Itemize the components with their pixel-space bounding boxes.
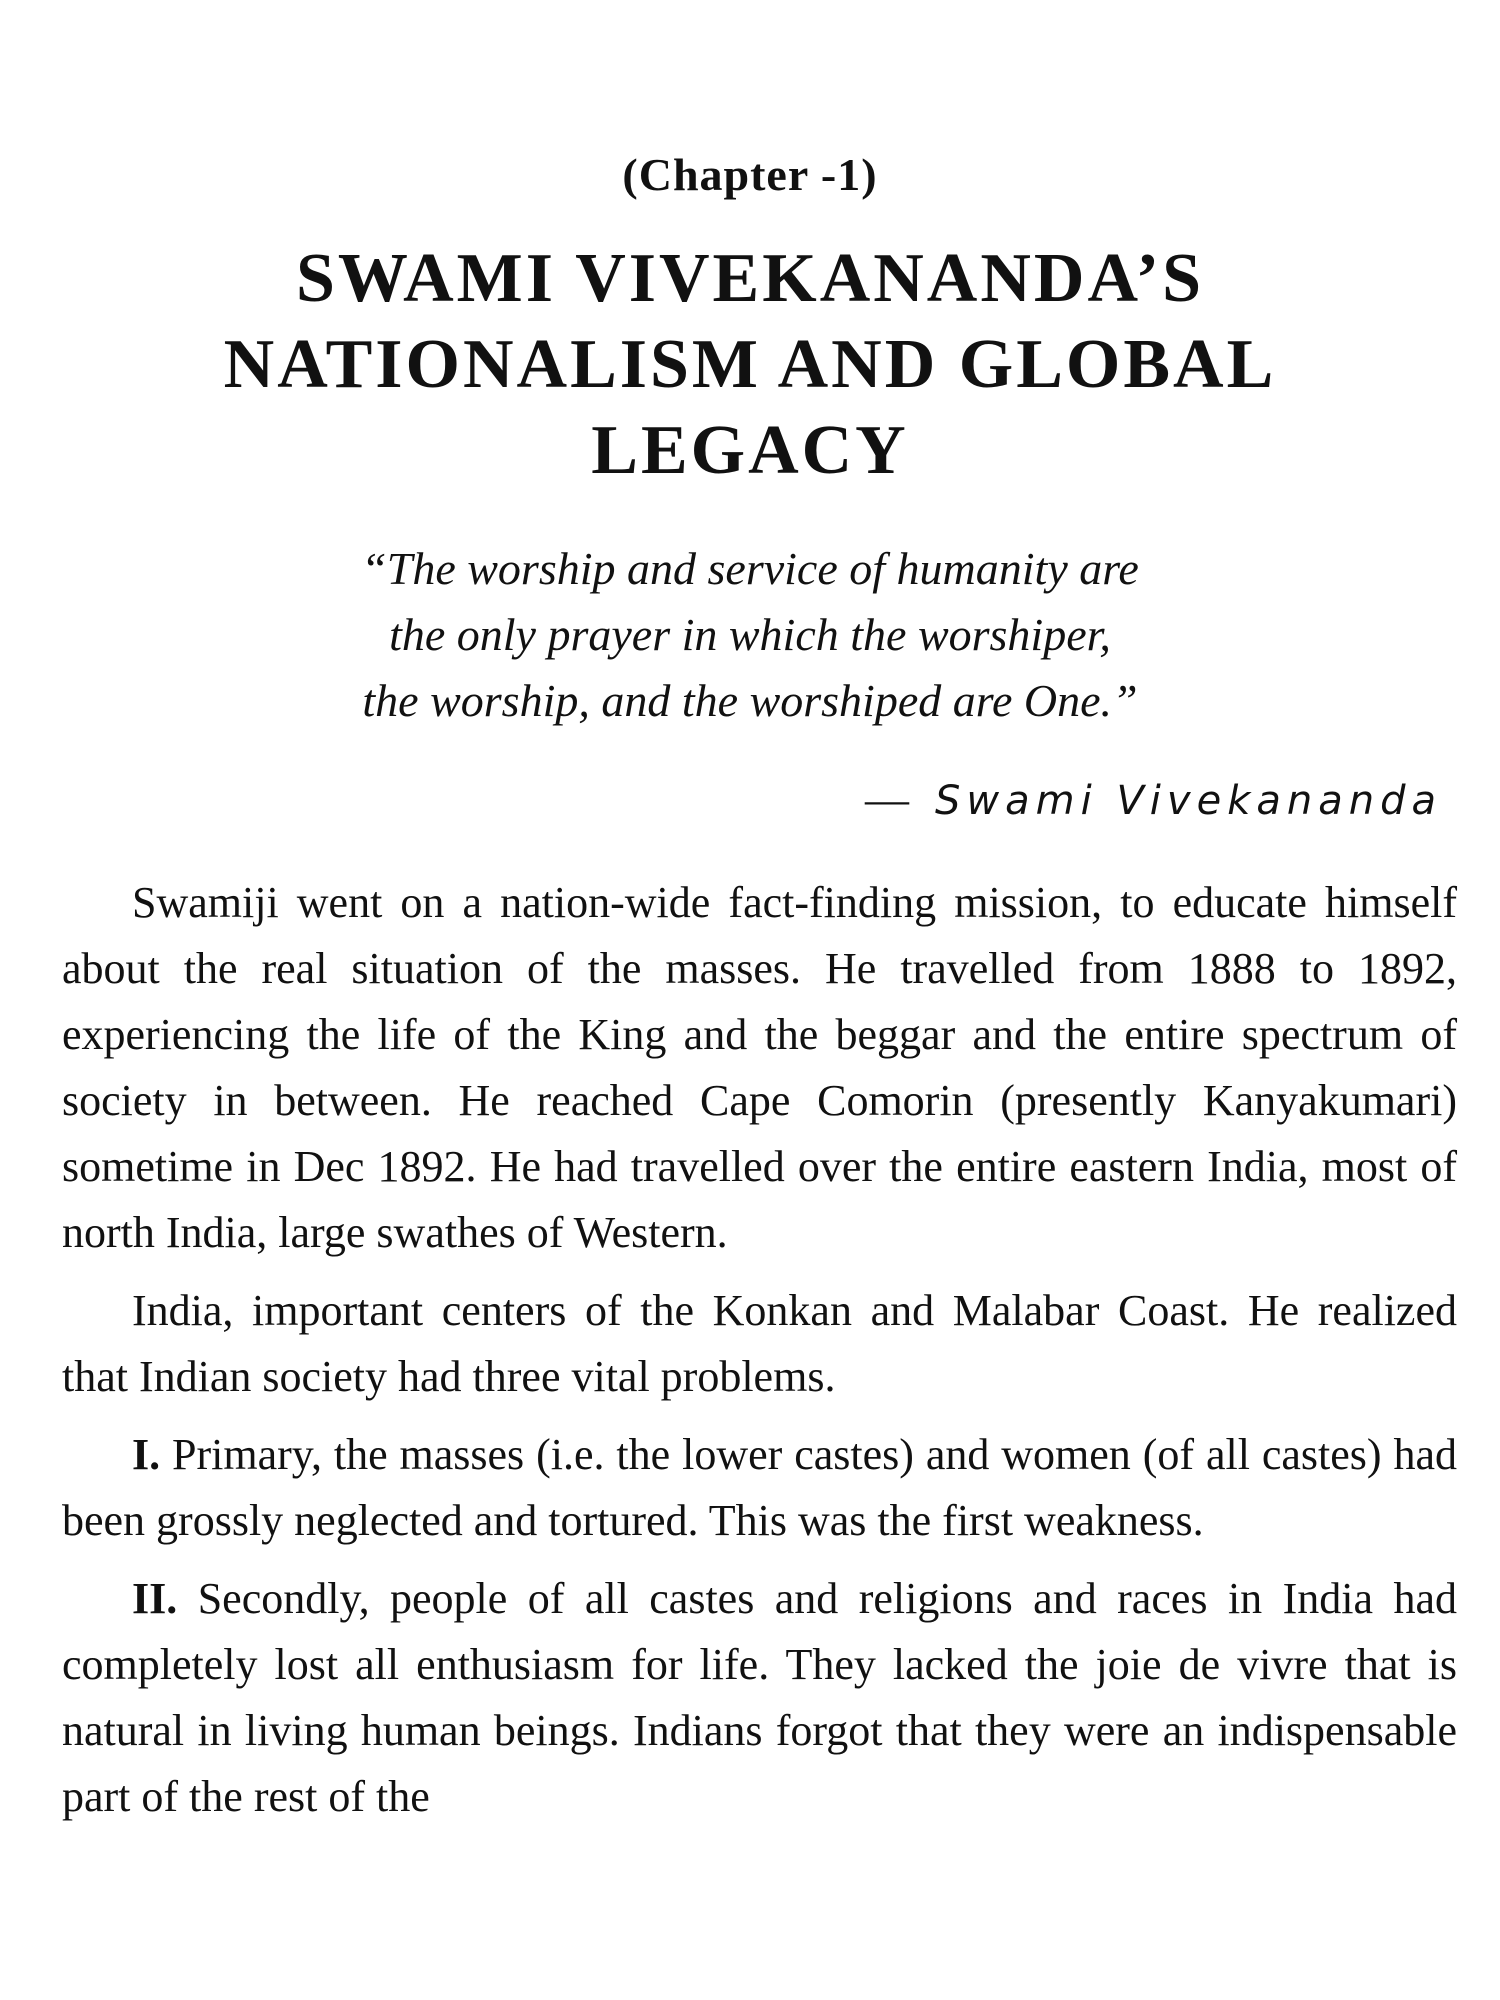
list-numeral: I. <box>132 1430 161 1479</box>
epigraph-line: “The worship and service of humanity are <box>361 543 1139 594</box>
attribution-dash: — <box>865 775 910 824</box>
epigraph-line: the worship, and the worshiped are One.” <box>362 675 1138 726</box>
epigraph-line: the only prayer in which the worshiper, <box>389 609 1111 660</box>
paragraph-text: Secondly, people of all castes and religions and races in India had completely lost all enthusiasm for life. They lacked the joie de vivre that is natural in living human beings. Indians forgot that they were an indispensable part of the rest of the <box>62 1574 1457 1821</box>
attribution-author: Swami Vivekananda <box>935 778 1442 824</box>
epigraph-quote <box>200 536 1300 734</box>
paragraph <box>62 1566 1457 1830</box>
paragraph-text: Primary, the masses (i.e. the lower castes) and women (of all castes) had been grossly neglected and tortured. This was the first weakness. <box>62 1430 1457 1545</box>
body-text <box>62 870 1457 1842</box>
epigraph-attribution <box>865 774 1442 825</box>
list-numeral: II. <box>132 1574 178 1623</box>
chapter-title: SWAMI VIVEKANANDA’S NATIONALISM AND GLOBAL LEGACY <box>223 240 1277 489</box>
paragraph: Swamiji went on a nation-wide fact-finding mission, to educate himself about the real situation of the masses. He travelled from 1888 to 1892, experiencing the life of the King and the beggar and the entire spectrum of society in between. He reached Cape Comorin (presently Kanyakumari) sometime in Dec 1892. He had travelled over the entire eastern India, most of north India, large swathes of Western. <box>62 878 1457 1257</box>
paragraph <box>62 1422 1457 1554</box>
chapter-label: (Chapter -1) <box>622 149 878 200</box>
paragraph: India, important centers of the Konkan and Malabar Coast. He realized that Indian society had three vital problems. <box>62 1286 1457 1401</box>
